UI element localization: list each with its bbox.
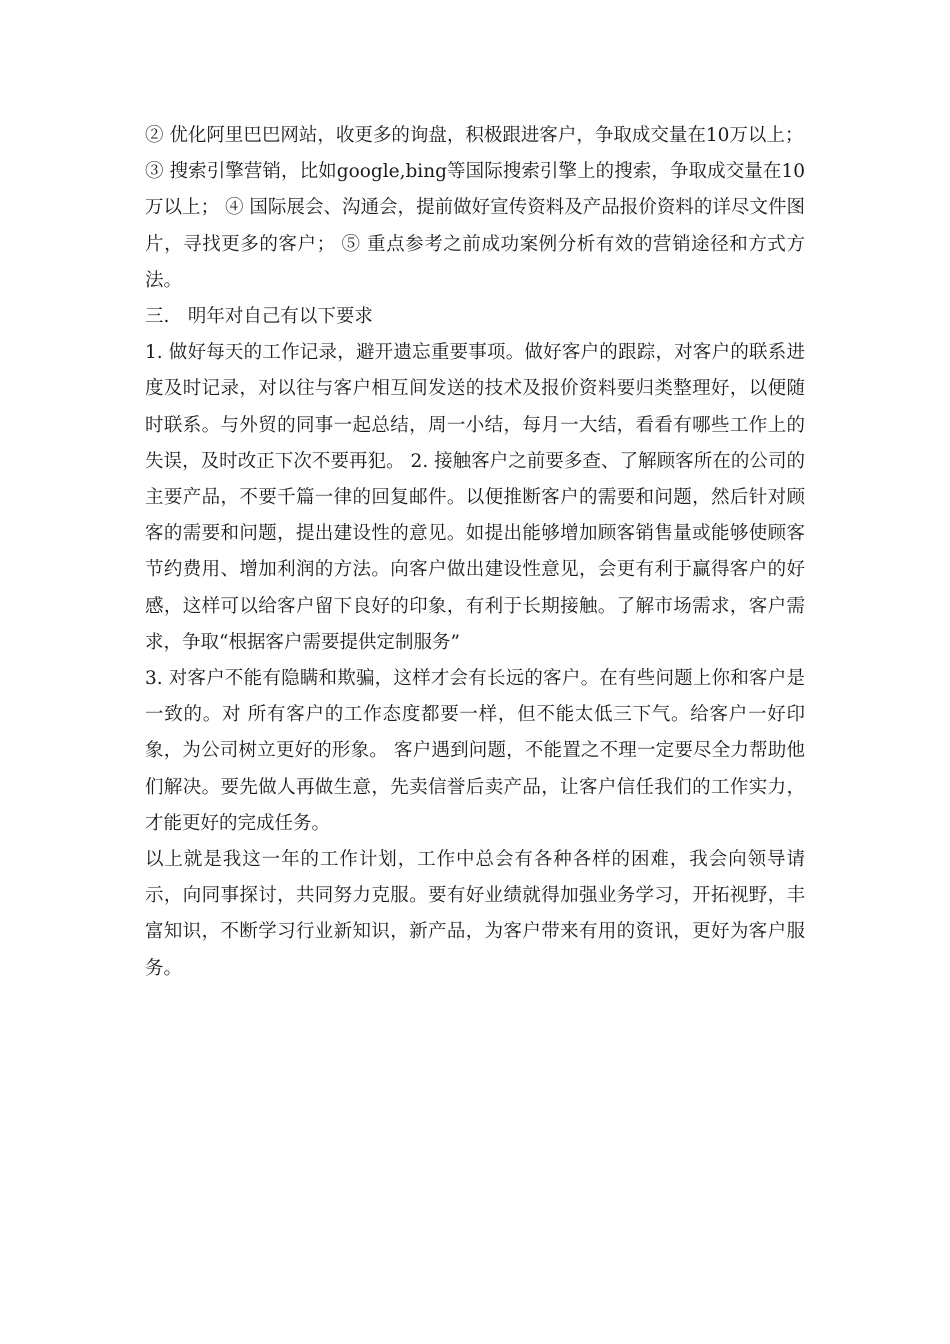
paragraph-conclusion: 以上就是我这一年的工作计划，工作中总会有各种各样的困难，我会向领导请示，向同事探讨，共同努力克服。要有好业绩就得加强业务学习，开拓视野，丰富知识，不断学习行业新知识，新产品，为客户带来有用的资讯，更好为客户服务。 — [145, 849, 805, 979]
paragraph-requirement-1-2: 1. 做好每天的工作记录，避开遗忘重要事项。做好客户的跟踪，对客户的联系进度及时记录，对以往与客户相互间发送的技术及报价资料要归类整理好，以便随时联系。与外贸的同事一起总结，周一小结，每月一大结，看看有哪些工作上的失误，及时改正下次不要再犯。 2. 接触客户之前要多查、了解顾客所在的公司的主要产品，不要千篇一律的回复邮件。以便推断客户的需要和问题，然后针对顾客的需要和问题，提出建设性的意见。如提出能够增加顾客销售量或能够使顾客节约费用、增加利润的方法。向客户做出建设性意见，会更有利于赢得客户的好感，这样可以给客户留下良好的印象，有利于长期接触。了解市场需求，客户需求，争取“根据客户需要提供定制服务” — [145, 342, 805, 653]
paragraph-marketing-alibaba: ② 优化阿里巴巴网站，收更多的询盘，积极跟进客户，争取成交量在10万以上； — [145, 125, 804, 146]
paragraph-marketing-search-expo: ③ 搜索引擎营销，比如google,bing等国际搜索引擎上的搜索，争取成交量在10万以上； ④ 国际展会、沟通会，提前做好宣传资料及产品报价资料的详尽文件图片，寻找更多的客户； ⑤ 重点参考之前成功案例分析有效的营销途径和方式方法。 — [145, 161, 805, 291]
document-body — [145, 118, 805, 987]
paragraph-requirement-3: 3. 对客户不能有隐瞒和欺骗，这样才会有长远的客户。在有些问题上你和客户是一致的。对 所有客户的工作态度都要一样，但不能太低三下气。给客户一好印象，为公司树立更好的形象。 客户遇到问题，不能置之不理一定要尽全力帮助他们解决。要先做人再做生意，先卖信誉后卖产品，让客户信任我们的工作实力，才能更好的完成任务。 — [145, 668, 805, 834]
section-heading-self-requirements: 三. 明年对自己有以下要求 — [145, 306, 373, 328]
